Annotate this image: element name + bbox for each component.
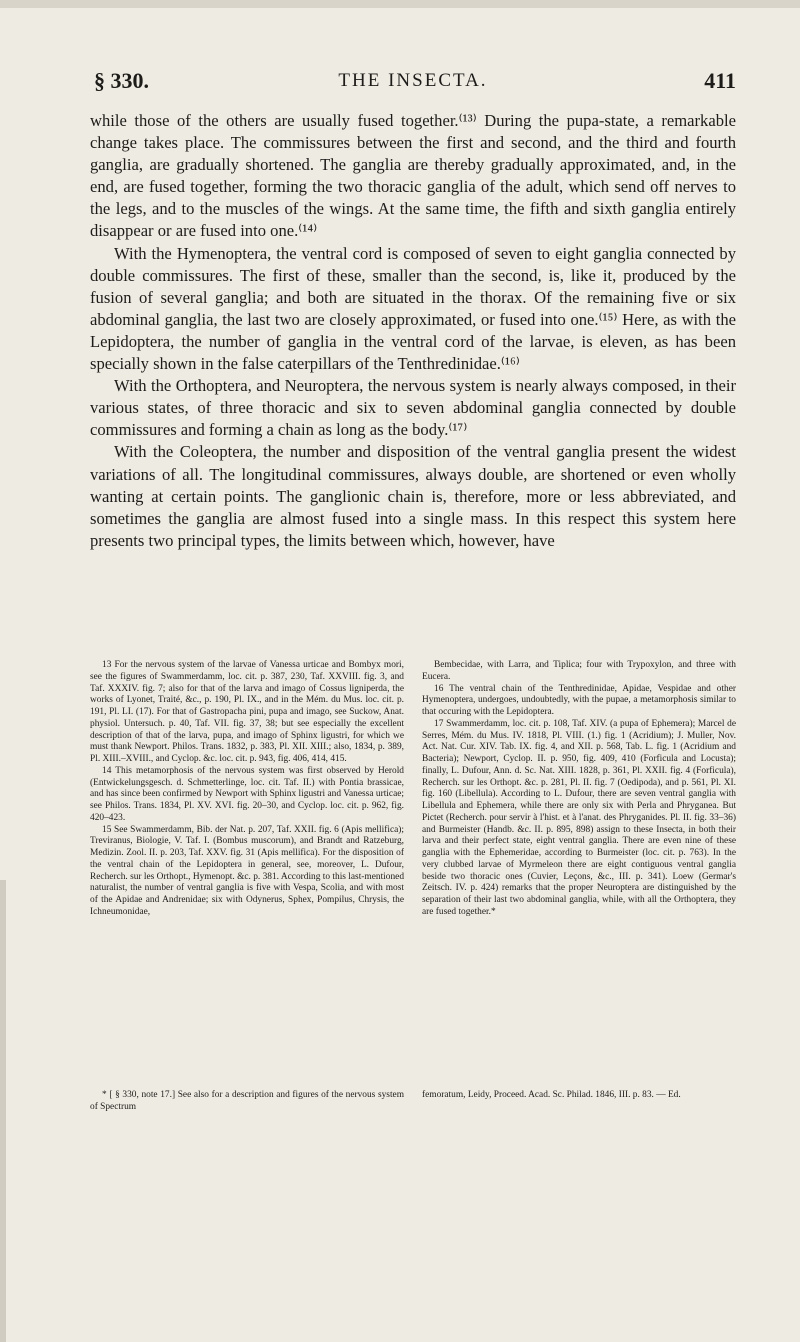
editor-note-left (90, 1090, 404, 1114)
editor-note-text: femoratum, Leidy, Proceed. Acad. Sc. Philad. 1846, III. p. 83. — Ed. (422, 1090, 681, 1100)
footnotes-right-column (422, 660, 736, 1090)
footnotes (90, 660, 736, 1090)
main-text (90, 110, 736, 552)
paragraph: With the Orthoptera, and Neuroptera, the nervous system is nearly always composed, in their various states, of three thoracic and six to seven abdominal ganglia connected by double commissures and forming a chain as long as the body.⁽¹⁷⁾ (90, 376, 736, 440)
scan-top-edge (0, 0, 800, 8)
footnote: 14 This metamorphosis of the nervous system was first observed by Herold (Entwickelungsgesch. d. Schmetterlinge, loc. cit. Taf. II.) with Pontia brassicae, and has since been confirmed by Newport with Sphinx ligustri and Vanessa urticae; see Philos. Trans. 1834, Pl. XV. XVI. fig. 20–30, and Cyclop. loc. cit. p. 962, fig. 420–423. (90, 765, 404, 823)
editor-note (90, 1090, 736, 1114)
editor-note-right (422, 1090, 736, 1114)
footnote: 13 For the nervous system of the larvae of Vanessa urticae and Bombyx mori, see the figures of Swammerdamm, loc. cit. p. 387, 230, Taf. XXVIII. fig. 3, and Taf. XXXIV. fig. 7; also for that of the larva and imago of Cossus ligniperda, the works of Lyonet, Traité, &c., p. 190, Pl. IX., and in the Mém. du Mus. loc. cit. p. 191, Pl. LI. (17). For that of Gastropacha pini, pupa and imago, see Suckow, Anat. physiol. Untersuch. p. 40, Taf. VII. fig. 37, 38; but see especially the excellent description of that of the larva, pupa, and imago of Sphinx ligustri, for which we must thank Newport. Philos. Trans. 1832, p. 383, Pl. XII. XIII.; also, 1834, p. 389, Pl. XIII.–XVIII., and Cyclop. &c. loc. cit. p. 943, fig. 406, 414, 415. (90, 660, 404, 764)
running-header (90, 64, 736, 100)
paragraph: With the Hymenoptera, the ventral cord is composed of seven to eight ganglia connected by double commissures. The first of these, smaller than the second, is, like it, produced by the fusion of several ganglia; and both are situated in the thorax. Of the remaining five or six abdominal ganglia, the last two are closely approximated, or fused into one.⁽¹⁵⁾ Here, as with the Lepidoptera, the number of ganglia in the ventral cord of the larvae, is eleven, as has been specially shown in the false caterpillars of the Tenthredinidae.⁽¹⁶⁾ (90, 243, 736, 374)
footnote: 17 Swammerdamm, loc. cit. p. 108, Taf. XIV. (a pupa of Ephemera); Marcel de Serres, Mém. du Mus. IV. 1818, Pl. VIII. (1.) fig. 1 (Acridium); J. Muller, Nov. Act. Nat. Cur. XIV. Tab. IX. fig. 4, and XII. p. 568, Tab. L. fig. 1 (Acridium and Bacteria); Newport, Cyclop. II. p. 950, fig. 409, 410 (Forficula and Locusta); finally, L. Dufour, Ann. d. Sc. Nat. XIII. 1828, p. 361, Pl. XXII. fig. 4 (Forficula), Recherch. sur les Orthopt. &c. p. 281, Pl. II. fig. 7 (Oedipoda), and p. 561, Pl. XI. fig. 160 (Libellula). According to L. Dufour, there are seven ventral ganglia with Libellula and Ephemera, while there are only six with Perla and Phryganea. But Pictet (Recherch. pour servir à l'hist. et à l'anat. des Phryganides. Pl. II. fig. 33–36) and Burmeister (Handb. &c. II. p. 895, 898) assign to these Insecta, in both their larva and their perfect state, eight ventral ganglia. There are even nine of these ganglia with the Ephemeridae, according to Burmeister (loc. cit. p. 763). In the very clubbed larvae of Myrmeleon there are eight contiguous ventral ganglia beside two thoracic ones (Cuvier, Leçons, &c., III. p. 341). Loew (Germar's Zeitsch. IV. p. 424) remarks that the proper Neuroptera are distinguished by the separation of their last two abdominal ganglia, while, with all the Orthoptera, they are fused together.* (422, 718, 736, 917)
editor-note-text: * [ § 330, note 17.] See also for a description and figures of the nervous system of Spectrum (90, 1090, 404, 1112)
paragraph: With the Coleoptera, the number and disposition of the ventral ganglia present the widest variations of all. The longitudinal commissures, always double, are shortened or even wholly wanting at certain points. The ganglionic chain is, therefore, more or less abbreviated, and sometimes the ganglia are almost fused into a single mass. In this respect this system here presents two principal types, the limits between which, however, have (90, 442, 736, 550)
footnote: 16 The ventral chain of the Tenthredinidae, Apidae, Vespidae and other Hymenoptera, undergoes, undoubtedly, with the pupae, a metamorphosis similar to that occuring with the Lepidoptera. (422, 683, 736, 717)
paragraph: while those of the others are usually fused together.⁽¹³⁾ During the pupa-state, a remarkable change takes place. The commissures between the first and second, and the third and fourth ganglia, are gradually shortened. The ganglia are thereby gradually approximated, and, in the end, are fused together, forming the two thoracic ganglia of the adult, which send off nerves to the legs, and to the muscles of the wings. At the same time, the fifth and sixth ganglia entirely disappear or are fused into one.⁽¹⁴⁾ (90, 111, 736, 241)
footnote: Bembecidae, with Larra, and Tiplica; four with Trypoxylon, and three with Eucera. (422, 660, 736, 682)
running-title: THE INSECTA. (338, 70, 488, 91)
page-number: 411 (704, 68, 736, 93)
footnote: 15 See Swammerdamm, Bib. der Nat. p. 207, Taf. XXII. fig. 6 (Apis mellifica); Treviranus, Biologie, V. Taf. I. (Bombus muscorum), and Brandt and Ratzeburg, Medizin. Zool. II. p. 203, Taf. XXV. fig. 31 (Apis mellifica). For the disposition of the ventral chain of the Lepidoptera in general, see, moreover, L. Dufour, Recherch. sur les Orthopt., Hymenopt. &c. p. 381. According to this last-mentioned naturalist, the number of ventral ganglia is five with Vespa, Scolia, and with most of the Apidae and Andrenidae; six with Odynerus, Sphex, Pompilus, Chrysis, the Ichneumonidae, (90, 824, 404, 917)
footnotes-left-column (90, 660, 404, 1090)
section-number: § 330. (94, 68, 149, 93)
scan-left-edge (0, 880, 6, 1342)
